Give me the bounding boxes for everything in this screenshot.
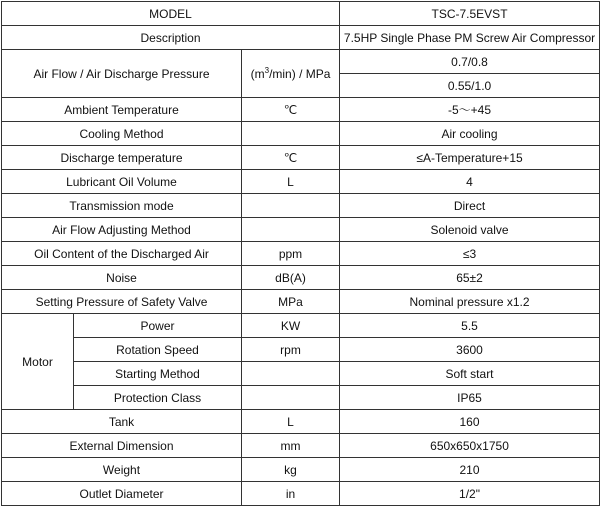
spec-label: External Dimension <box>2 434 242 458</box>
model-value: TSC-7.5EVST <box>340 2 600 26</box>
table-row <box>2 482 600 506</box>
air-flow-unit-sup: 3 <box>264 65 270 75</box>
spec-unit: kg <box>242 458 340 482</box>
spec-unit: in <box>242 482 340 506</box>
table-row <box>2 218 600 242</box>
spec-value: Solenoid valve <box>340 218 600 242</box>
spec-label: Noise <box>2 266 242 290</box>
spec-value: Air cooling <box>340 122 600 146</box>
motor-row <box>2 314 600 338</box>
spec-label: Weight <box>2 458 242 482</box>
table-row <box>2 122 600 146</box>
table-row <box>2 266 600 290</box>
table-row <box>2 146 600 170</box>
spec-value: ≤3 <box>340 242 600 266</box>
air-flow-unit <box>242 50 340 98</box>
table-row <box>2 410 600 434</box>
table-row <box>2 434 600 458</box>
spec-label: Air Flow Adjusting Method <box>2 218 242 242</box>
spec-unit: dB(A) <box>242 266 340 290</box>
motor-spec-unit <box>242 362 340 386</box>
spec-value: 1/2" <box>340 482 600 506</box>
description-value: 7.5HP Single Phase PM Screw Air Compressor <box>340 26 600 50</box>
table-row <box>2 458 600 482</box>
air-flow-value-1: 0.7/0.8 <box>340 50 600 74</box>
motor-spec-unit: KW <box>242 314 340 338</box>
spec-value: -5～+45 <box>340 98 600 122</box>
spec-value: 650x650x1750 <box>340 434 600 458</box>
spec-unit: ℃ <box>242 146 340 170</box>
spec-value: ≤A-Temperature+15 <box>340 146 600 170</box>
table-row-model <box>2 2 600 26</box>
spec-label: Discharge temperature <box>2 146 242 170</box>
motor-spec-unit: rpm <box>242 338 340 362</box>
spec-unit: L <box>242 170 340 194</box>
motor-spec-value: 5.5 <box>340 314 600 338</box>
motor-spec-label: Protection Class <box>74 386 242 410</box>
motor-spec-label: Starting Method <box>74 362 242 386</box>
table-row <box>2 98 600 122</box>
motor-spec-value: 3600 <box>340 338 600 362</box>
model-label: MODEL <box>2 2 340 26</box>
spec-value: 4 <box>340 170 600 194</box>
table-row-description <box>2 26 600 50</box>
spec-table <box>1 1 600 506</box>
spec-unit: L <box>242 410 340 434</box>
spec-unit: MPa <box>242 290 340 314</box>
spec-label: Transmission mode <box>2 194 242 218</box>
motor-spec-label: Power <box>74 314 242 338</box>
description-label: Description <box>2 26 340 50</box>
table-row <box>2 194 600 218</box>
air-flow-value-2: 0.55/1.0 <box>340 74 600 98</box>
table-row <box>2 242 600 266</box>
air-flow-label: Air Flow / Air Discharge Pressure <box>2 50 242 98</box>
motor-row <box>2 386 600 410</box>
motor-group-label: Motor <box>2 314 74 410</box>
motor-spec-value: Soft start <box>340 362 600 386</box>
spec-value: Direct <box>340 194 600 218</box>
spec-unit: mm <box>242 434 340 458</box>
spec-unit <box>242 122 340 146</box>
spec-label: Setting Pressure of Safety Valve <box>2 290 242 314</box>
table-row-air-flow <box>2 50 600 74</box>
spec-value: Nominal pressure x1.2 <box>340 290 600 314</box>
table-row <box>2 170 600 194</box>
motor-row <box>2 338 600 362</box>
spec-value: 160 <box>340 410 600 434</box>
spec-unit: ℃ <box>242 98 340 122</box>
spec-unit <box>242 218 340 242</box>
air-flow-unit-pre: (m <box>250 66 265 81</box>
spec-label: Outlet Diameter <box>2 482 242 506</box>
spec-label: Ambient Temperature <box>2 98 242 122</box>
spec-value: 65±2 <box>340 266 600 290</box>
spec-value: 210 <box>340 458 600 482</box>
air-flow-unit-post: /min) / MPa <box>269 66 331 81</box>
motor-spec-unit <box>242 386 340 410</box>
spec-unit: ppm <box>242 242 340 266</box>
motor-spec-value: IP65 <box>340 386 600 410</box>
motor-spec-label: Rotation Speed <box>74 338 242 362</box>
spec-label: Cooling Method <box>2 122 242 146</box>
spec-unit <box>242 194 340 218</box>
spec-label: Oil Content of the Discharged Air <box>2 242 242 266</box>
table-row <box>2 290 600 314</box>
spec-table-body <box>2 2 600 506</box>
spec-label: Lubricant Oil Volume <box>2 170 242 194</box>
motor-row <box>2 362 600 386</box>
spec-label: Tank <box>2 410 242 434</box>
